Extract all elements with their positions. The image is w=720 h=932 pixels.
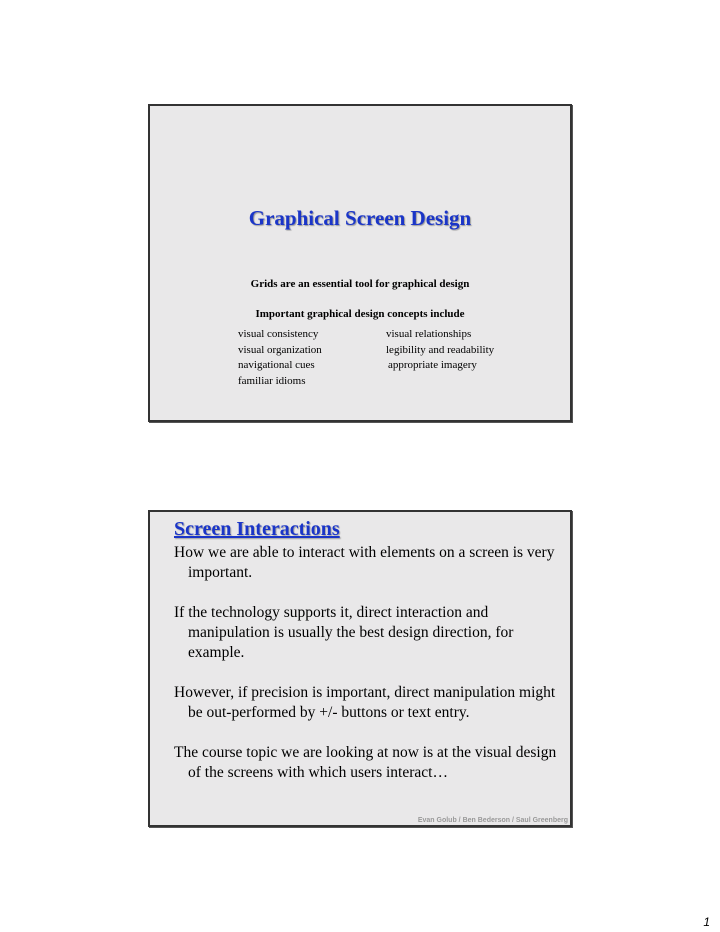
author-credit: Evan Golub / Ben Bederson / Saul Greenberg xyxy=(417,817,568,824)
paragraph: How we are able to interact with elements on a screen is very important. xyxy=(174,544,555,581)
paragraph: The course topic we are looking at now is at the visual design of the screens with which users interact… xyxy=(174,744,557,781)
slide-graphical-screen-design xyxy=(148,104,572,422)
concept-item: visual organization xyxy=(238,344,322,356)
concept-item: familiar idioms xyxy=(238,375,306,387)
slide-title: Graphical Screen Design xyxy=(248,206,472,230)
slide-subtitle: Grids are an essential tool for graphical design xyxy=(250,278,470,290)
slide-subtitle: Important graphical design concepts include xyxy=(255,308,465,320)
slide-screen-interactions xyxy=(148,510,572,827)
paragraph: If the technology supports it, direct interaction and manipulation is usually the best design direction, for example. xyxy=(174,604,514,661)
slide-body xyxy=(174,543,569,803)
paragraph: However, if precision is important, direct manipulation might be out-performed by +/- buttons or text entry. xyxy=(174,684,556,721)
concept-item: visual relationships xyxy=(386,328,472,340)
concept-item: navigational cues xyxy=(238,359,315,371)
page-number: 1 xyxy=(703,915,710,929)
concept-item: legibility and readability xyxy=(386,344,495,356)
concept-item: appropriate imagery xyxy=(388,359,477,371)
slide-title: Screen Interactions xyxy=(174,518,340,540)
concept-item: visual consistency xyxy=(238,328,319,340)
